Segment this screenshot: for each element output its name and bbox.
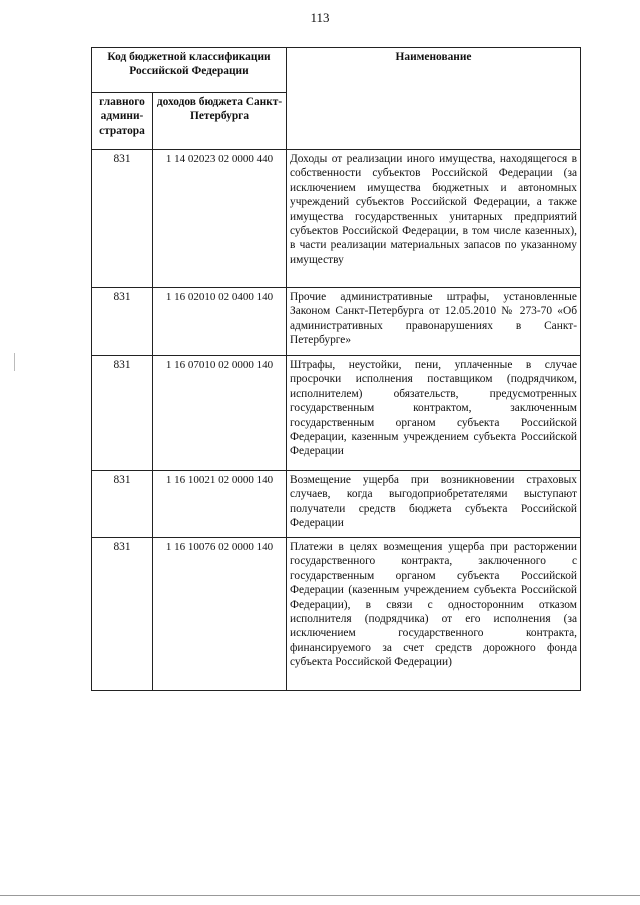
page-number: 113 (310, 10, 330, 25)
header-income: доходов бюджета Санкт-Петербурга (153, 93, 287, 150)
name-cell: Платежи в целях возмещения ущерба при расторжении государственного контракта, заключенного с государственным органом субъекта Российской Федерации (казенным учреждением субъекта Российской Федерации), в связи с односторонним отказом исполнителя (подрядчика) от его исполнения (за исключением государственного контракта, финансируемого за счет средств дорожного фонда субъекта Российской Федерации) (287, 538, 581, 691)
income-code-cell: 1 16 10076 02 0000 140 (153, 538, 287, 691)
header-name: Наименование (287, 48, 581, 150)
income-code-cell: 1 16 07010 02 0000 140 (153, 356, 287, 471)
budget-classification-table (91, 47, 581, 691)
name-cell: Штрафы, неустойки, пени, уплаченные в случае просрочки исполнения поставщиком (подрядчиком, исполнителем) обязательств, предусмотренных государственным контрактом, заключенным государственным органом субъекта Российской Федерации, казенным учреждением субъекта Российской Федерации (287, 356, 581, 471)
header-code-group: Код бюджетной классификации Российской Федерации (92, 48, 287, 93)
scan-margin-mark (14, 353, 15, 371)
header-admin: главного админи-стратора (92, 93, 153, 150)
name-cell: Прочие административные штрафы, установленные Законом Санкт-Петербурга от 12.05.2010 № 273-70 «Об административных правонарушениях в Санкт-Петербурге» (287, 288, 581, 356)
admin-code-cell: 831 (92, 471, 153, 538)
name-cell: Возмещение ущерба при возникновении страховых случаев, когда выгодоприобретателями выступают получатели средств бюджета субъекта Российской Федерации (287, 471, 581, 538)
income-code-cell: 1 14 02023 02 0000 440 (153, 150, 287, 288)
table-row (92, 356, 581, 471)
income-code-cell: 1 16 02010 02 0400 140 (153, 288, 287, 356)
table-header (92, 48, 581, 150)
table-row (92, 150, 581, 288)
table-row (92, 538, 581, 691)
admin-code-cell: 831 (92, 288, 153, 356)
table-row (92, 288, 581, 356)
admin-code-cell: 831 (92, 356, 153, 471)
name-cell: Доходы от реализации иного имущества, находящегося в собственности субъектов Российской Федерации (за исключением имущества бюджетных и автономных учреждений субъектов Российской Федерации, а также имущества государственных унитарных предприятий субъектов Российской Федерации, в том числе казенных), в части реализации материальных запасов по указанному имуществу (287, 150, 581, 288)
admin-code-cell: 831 (92, 538, 153, 691)
admin-code-cell: 831 (92, 150, 153, 288)
income-code-cell: 1 16 10021 02 0000 140 (153, 471, 287, 538)
table-row (92, 471, 581, 538)
table-body (92, 150, 581, 691)
scan-bottom-edge (0, 895, 640, 896)
